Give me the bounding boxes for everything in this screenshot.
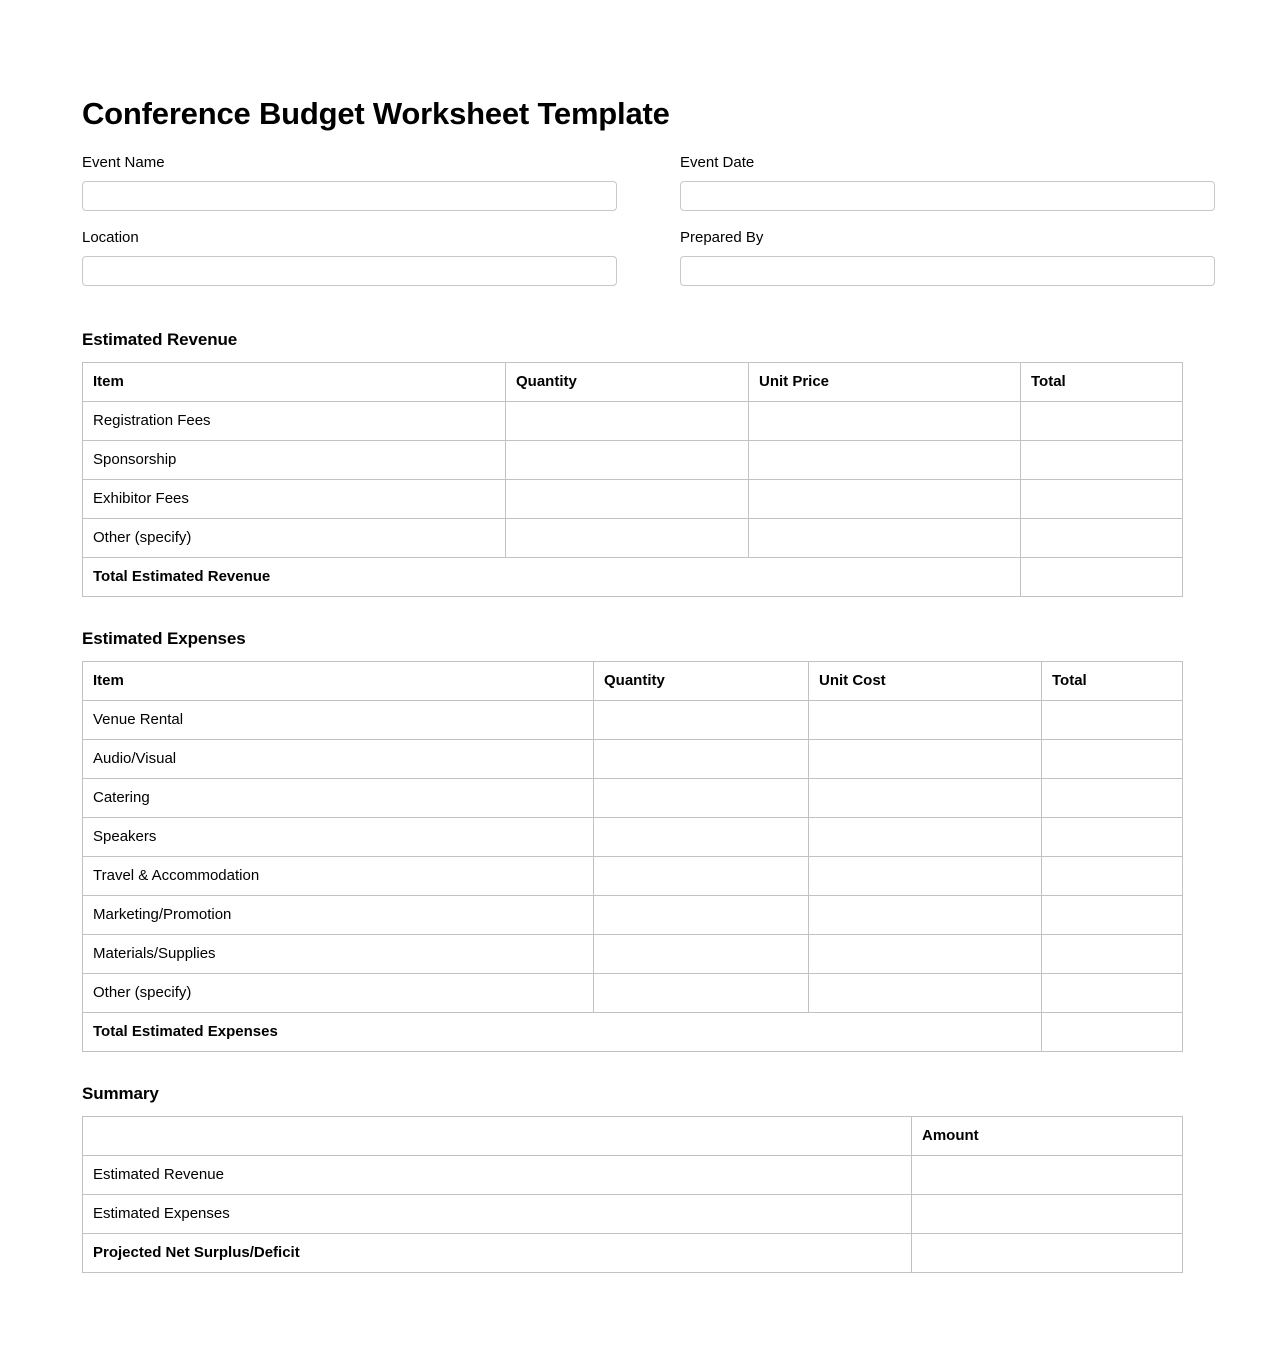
expense-unit-cost-cell[interactable]: [809, 700, 1042, 739]
total-estimated-expenses-label: Total Estimated Expenses: [83, 1012, 1042, 1051]
expense-col-item: Item: [83, 661, 594, 700]
table-row: [83, 518, 1183, 557]
expense-quantity-cell[interactable]: [594, 856, 809, 895]
expense-quantity-cell[interactable]: [594, 817, 809, 856]
page-title: Conference Budget Worksheet Template: [82, 96, 670, 131]
revenue-total-cell[interactable]: [1021, 440, 1183, 479]
table-row: [83, 973, 1183, 1012]
revenue-total-cell[interactable]: [1021, 518, 1183, 557]
summary-section: [82, 1084, 1181, 1273]
event-details-form: [82, 154, 1181, 304]
estimated-revenue-table: [82, 362, 1183, 597]
field-event-name: [82, 154, 617, 211]
expense-total-cell[interactable]: [1042, 778, 1183, 817]
expense-item-label: Speakers: [83, 817, 594, 856]
expense-unit-cost-cell[interactable]: [809, 778, 1042, 817]
estimated-revenue-heading: Estimated Revenue: [82, 329, 238, 349]
expense-item-label: Audio/Visual: [83, 739, 594, 778]
total-estimated-revenue-label: Total Estimated Revenue: [83, 557, 1021, 596]
table-row: [83, 440, 1183, 479]
table-row: [83, 739, 1183, 778]
table-header-row: [83, 661, 1183, 700]
expense-col-total: Total: [1042, 661, 1183, 700]
summary-row-label: Estimated Revenue: [83, 1155, 912, 1194]
expense-item-label: Venue Rental: [83, 700, 594, 739]
event-date-label: Event Date: [680, 153, 755, 171]
field-location: [82, 229, 617, 286]
revenue-quantity-cell[interactable]: [506, 479, 749, 518]
revenue-col-quantity: Quantity: [506, 362, 749, 401]
location-input[interactable]: [82, 256, 617, 286]
revenue-unit-price-cell[interactable]: [749, 440, 1021, 479]
expense-item-label: Catering: [83, 778, 594, 817]
table-row: [83, 817, 1183, 856]
total-estimated-expenses-value[interactable]: [1042, 1012, 1183, 1051]
expense-quantity-cell[interactable]: [594, 778, 809, 817]
summary-amount-cell[interactable]: [912, 1194, 1183, 1233]
location-label: Location: [82, 228, 139, 246]
revenue-total-cell[interactable]: [1021, 401, 1183, 440]
form-column-divider-2: [648, 229, 649, 304]
expense-total-cell[interactable]: [1042, 934, 1183, 973]
table-row: [83, 778, 1183, 817]
expense-quantity-cell[interactable]: [594, 934, 809, 973]
expense-total-cell[interactable]: [1042, 856, 1183, 895]
field-prepared-by: [680, 229, 1215, 286]
expense-item-label: Travel & Accommodation: [83, 856, 594, 895]
table-row: [83, 401, 1183, 440]
revenue-unit-price-cell[interactable]: [749, 479, 1021, 518]
expense-unit-cost-cell[interactable]: [809, 934, 1042, 973]
summary-table: [82, 1116, 1183, 1273]
table-row: [83, 895, 1183, 934]
expense-total-cell[interactable]: [1042, 817, 1183, 856]
table-header-row: [83, 362, 1183, 401]
field-event-date: [680, 154, 1215, 211]
table-row: [83, 1155, 1183, 1194]
projected-net-value[interactable]: [912, 1233, 1183, 1272]
expense-item-label: Marketing/Promotion: [83, 895, 594, 934]
summary-net-row: [83, 1233, 1183, 1272]
revenue-quantity-cell[interactable]: [506, 518, 749, 557]
expense-unit-cost-cell[interactable]: [809, 817, 1042, 856]
expense-item-label: Other (specify): [83, 973, 594, 1012]
revenue-total-cell[interactable]: [1021, 479, 1183, 518]
expense-col-quantity: Quantity: [594, 661, 809, 700]
table-row: [83, 479, 1183, 518]
revenue-col-unit-price: Unit Price: [749, 362, 1021, 401]
revenue-quantity-cell[interactable]: [506, 401, 749, 440]
expenses-total-row: [83, 1012, 1183, 1051]
summary-amount-cell[interactable]: [912, 1155, 1183, 1194]
revenue-unit-price-cell[interactable]: [749, 401, 1021, 440]
estimated-revenue-section: [82, 330, 1181, 597]
revenue-item-label: Registration Fees: [83, 401, 506, 440]
expense-unit-cost-cell[interactable]: [809, 739, 1042, 778]
revenue-item-label: Exhibitor Fees: [83, 479, 506, 518]
expense-quantity-cell[interactable]: [594, 739, 809, 778]
revenue-item-label: Other (specify): [83, 518, 506, 557]
table-row: [83, 1194, 1183, 1233]
expense-total-cell[interactable]: [1042, 895, 1183, 934]
prepared-by-label: Prepared By: [680, 228, 764, 246]
revenue-col-item: Item: [83, 362, 506, 401]
revenue-total-row: [83, 557, 1183, 596]
table-header-row: [83, 1116, 1183, 1155]
event-date-input[interactable]: [680, 181, 1215, 211]
expense-quantity-cell[interactable]: [594, 973, 809, 1012]
prepared-by-input[interactable]: [680, 256, 1215, 286]
summary-heading: Summary: [82, 1083, 159, 1103]
expense-item-label: Materials/Supplies: [83, 934, 594, 973]
summary-row-label: Estimated Expenses: [83, 1194, 912, 1233]
summary-col-blank: [83, 1116, 912, 1155]
event-name-input[interactable]: [82, 181, 617, 211]
expense-total-cell[interactable]: [1042, 739, 1183, 778]
summary-col-amount: Amount: [912, 1116, 1183, 1155]
expense-quantity-cell[interactable]: [594, 895, 809, 934]
revenue-quantity-cell[interactable]: [506, 440, 749, 479]
estimated-expenses-table: [82, 661, 1183, 1052]
expense-total-cell[interactable]: [1042, 700, 1183, 739]
table-row: [83, 856, 1183, 895]
table-row: [83, 934, 1183, 973]
expense-quantity-cell[interactable]: [594, 700, 809, 739]
revenue-unit-price-cell[interactable]: [749, 518, 1021, 557]
total-estimated-revenue-value[interactable]: [1021, 557, 1183, 596]
expense-col-unit-cost: Unit Cost: [809, 661, 1042, 700]
estimated-expenses-section: [82, 629, 1181, 1052]
revenue-item-label: Sponsorship: [83, 440, 506, 479]
table-row: [83, 700, 1183, 739]
expense-total-cell[interactable]: [1042, 973, 1183, 1012]
expense-unit-cost-cell[interactable]: [809, 973, 1042, 1012]
expense-unit-cost-cell[interactable]: [809, 895, 1042, 934]
event-name-label: Event Name: [82, 153, 165, 171]
expense-unit-cost-cell[interactable]: [809, 856, 1042, 895]
projected-net-label: Projected Net Surplus/Deficit: [83, 1233, 912, 1272]
revenue-col-total: Total: [1021, 362, 1183, 401]
form-column-divider: [648, 154, 649, 229]
estimated-expenses-heading: Estimated Expenses: [82, 628, 246, 648]
